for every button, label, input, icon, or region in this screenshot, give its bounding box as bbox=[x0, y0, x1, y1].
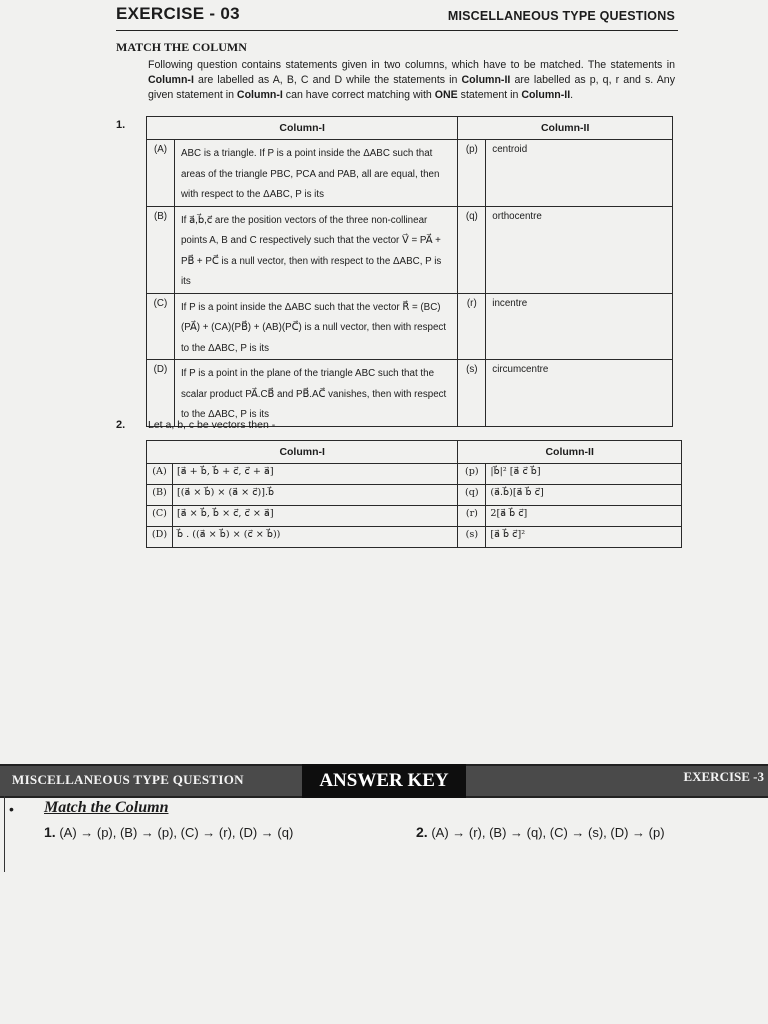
table-row bbox=[147, 527, 682, 548]
margin-rule bbox=[4, 796, 5, 872]
option-text: 2[a⃗ b⃗ c⃗] bbox=[486, 506, 682, 527]
row-label: (D) bbox=[147, 360, 175, 427]
answer-1: 1. (A) → (p), (B) → (p), (C) → (r), (D) → (q) bbox=[44, 824, 294, 840]
option-text: circumcentre bbox=[486, 360, 673, 427]
option-text: orthocentre bbox=[486, 206, 673, 293]
header-rule bbox=[116, 30, 678, 31]
row-label: (C) bbox=[147, 293, 175, 360]
table-row bbox=[147, 140, 673, 207]
column-1-header: Column-I bbox=[147, 441, 458, 464]
bullet-icon: • bbox=[9, 801, 14, 817]
instructions-paragraph: Following question contains statements given in two columns, which have to be matched. The statements in Column-I are labelled as A, B, C and D while the statements in Column-II are labelled as p, q, r and s. Any given statement in Column-I can have correct matching with ONE statement in Column-II. bbox=[148, 59, 675, 101]
answer-key-banner bbox=[0, 764, 768, 798]
option-label: (s) bbox=[458, 360, 486, 427]
statement-text: [a⃗ + b⃗, b⃗ + c⃗, c⃗ + a⃗] bbox=[172, 464, 457, 485]
question-number: 1. bbox=[116, 119, 126, 131]
table-row bbox=[147, 293, 673, 360]
option-label: (q) bbox=[458, 206, 486, 293]
option-label: (s) bbox=[458, 527, 486, 548]
statement-text: ABC is a triangle. If P is a point inside the ΔABC such that areas of the triangle PBC, PCA and PAB, all are equal, then with respect to the ΔABC, P is its bbox=[174, 140, 457, 207]
statement-text: b⃗ . ((a⃗ × b⃗) × (c⃗ × b⃗)) bbox=[172, 527, 457, 548]
row-label: (B) bbox=[147, 206, 175, 293]
row-label: (C) bbox=[147, 506, 173, 527]
question-prompt: Let a, b, c be vectors then - bbox=[148, 419, 276, 431]
option-text: centroid bbox=[486, 140, 673, 207]
exercise-title: EXERCISE - 03 bbox=[116, 4, 240, 23]
banner-exercise: EXERCISE -3 bbox=[683, 769, 764, 784]
table-row bbox=[147, 485, 682, 506]
statement-text: If P is a point in the plane of the triangle ABC such that the scalar product PA⃗.CB⃗ and PB⃗.AC⃗ vanishes, then with respect to the ΔABC, P is its bbox=[174, 360, 457, 427]
statement-text: [a⃗ × b⃗, b⃗ × c⃗, c⃗ × a⃗] bbox=[172, 506, 457, 527]
column-1-header: Column-I bbox=[147, 117, 458, 140]
row-label: (A) bbox=[147, 140, 175, 207]
section-title: MATCH THE COLUMN bbox=[116, 40, 247, 54]
match-table-2 bbox=[146, 440, 682, 548]
banner-category: MISCELLANEOUS TYPE QUESTION bbox=[12, 772, 244, 787]
statement-text: If a⃗,b⃗,c⃗ are the position vectors of the three non-collinear points A, B and C respectively such that the vector V⃗ = PA⃗ + PB⃗ + PC⃗ is a null vector, then with respect to the ΔABC, P is its bbox=[174, 206, 457, 293]
question-number: 2. bbox=[116, 419, 126, 431]
table-row bbox=[147, 206, 673, 293]
column-2-header: Column-II bbox=[458, 441, 682, 464]
answer-heading: Match the Column bbox=[44, 799, 169, 816]
statement-text: [(a⃗ × b⃗) × (a⃗ × c⃗)].b⃗ bbox=[172, 485, 457, 506]
option-label: (p) bbox=[458, 140, 486, 207]
option-text: |b⃗|² [a⃗ c⃗ b⃗] bbox=[486, 464, 682, 485]
row-label: (B) bbox=[147, 485, 173, 506]
option-text: (a⃗.b⃗)[a⃗ b⃗ c⃗] bbox=[486, 485, 682, 506]
row-label: (D) bbox=[147, 527, 173, 548]
answer-2: 2. (A) → (r), (B) → (q), (C) → (s), (D) → (p) bbox=[416, 824, 665, 840]
table-row bbox=[147, 506, 682, 527]
option-label: (r) bbox=[458, 506, 486, 527]
column-2-header: Column-II bbox=[458, 117, 673, 140]
option-label: (r) bbox=[458, 293, 486, 360]
row-label: (A) bbox=[147, 464, 173, 485]
category-title: MISCELLANEOUS TYPE QUESTIONS bbox=[447, 9, 675, 23]
option-label: (p) bbox=[458, 464, 486, 485]
option-text: [a⃗ b⃗ c⃗]² bbox=[486, 527, 682, 548]
option-label: (q) bbox=[458, 485, 486, 506]
statement-text: If P is a point inside the ΔABC such that the vector R⃗ = (BC)(PA⃗) + (CA)(PB⃗) + (AB)(PC⃗) is a null vector, then with respect to the ΔABC, P is its bbox=[174, 293, 457, 360]
table-row bbox=[147, 464, 682, 485]
match-table-1 bbox=[146, 116, 673, 427]
option-text: incentre bbox=[486, 293, 673, 360]
answer-key-title: ANSWER KEY bbox=[302, 764, 466, 798]
table-row bbox=[147, 360, 673, 427]
